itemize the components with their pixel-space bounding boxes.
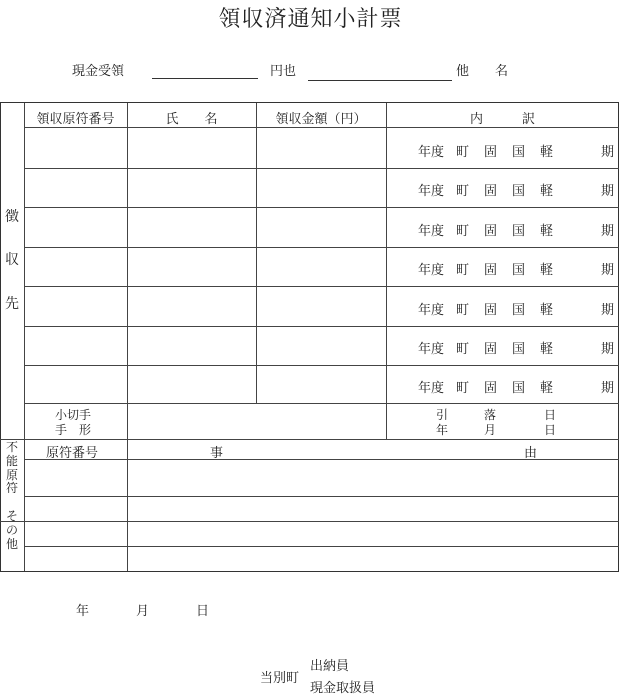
other-label: 他 名	[456, 64, 509, 79]
breakdown-row: 年度 町 固 国 軽 期	[418, 303, 615, 318]
withdrawal-date-label: 年 月 日	[436, 423, 557, 437]
vline-name	[256, 103, 257, 403]
hline-row7	[24, 403, 619, 404]
hline-lower-1	[24, 496, 619, 497]
header-receipt-number: 領収原符番号	[36, 112, 115, 127]
breakdown-row: 年度 町 固 国 軽 期	[418, 224, 615, 239]
hline-row2	[24, 207, 619, 208]
hline-header	[24, 127, 619, 128]
header-name: 氏 名	[165, 112, 218, 127]
date-month: 月	[136, 604, 150, 619]
withdrawal-day-label: 引 落 日	[436, 408, 557, 422]
cash-handler-label: 現金取扱員	[310, 681, 376, 696]
breakdown-row: 年度 町 固 国 軽 期	[418, 381, 615, 396]
yen-label: 円也	[270, 64, 297, 79]
section-label-other: そ の 他	[5, 509, 18, 551]
section-label-invalid-stub: 不 能 原 符	[5, 440, 18, 496]
header-amount: 領収金額（円）	[275, 112, 367, 127]
other-underline	[308, 80, 452, 81]
hline-lower-2	[0, 521, 619, 522]
vline-number	[127, 103, 128, 571]
header-breakdown: 内 訳	[469, 112, 535, 127]
vline-section	[24, 103, 25, 571]
header-reason: 由	[524, 446, 538, 461]
date-day: 日	[196, 604, 210, 619]
breakdown-row: 年度 町 固 国 軽 期	[418, 184, 615, 199]
cashier-label: 出納員	[310, 659, 350, 674]
hline-row1	[24, 168, 619, 169]
check-label: 小切手	[55, 408, 92, 422]
hline-row6	[24, 365, 619, 366]
hline-section-divider	[0, 439, 619, 440]
breakdown-row: 年度 町 固 国 軽 期	[418, 263, 615, 278]
breakdown-row: 年度 町 固 国 軽 期	[418, 342, 615, 357]
hline-row3	[24, 247, 619, 248]
hline-row5	[24, 326, 619, 327]
amount-underline	[152, 78, 258, 79]
breakdown-row: 年度 町 固 国 軽 期	[418, 145, 615, 160]
header-matter: 事	[210, 446, 224, 461]
header-original-number: 原符番号	[46, 446, 99, 461]
main-table-frame	[0, 102, 619, 572]
page-title: 領収済通知小計票	[218, 7, 403, 32]
date-year: 年	[76, 604, 90, 619]
hline-lower-3	[24, 546, 619, 547]
hline-row4	[24, 286, 619, 287]
bill-label: 手 形	[55, 423, 92, 437]
section-label-collection: 徴 収 先	[5, 209, 19, 312]
cash-received-label: 現金受領	[72, 64, 125, 79]
town-label: 当別町	[260, 671, 300, 686]
